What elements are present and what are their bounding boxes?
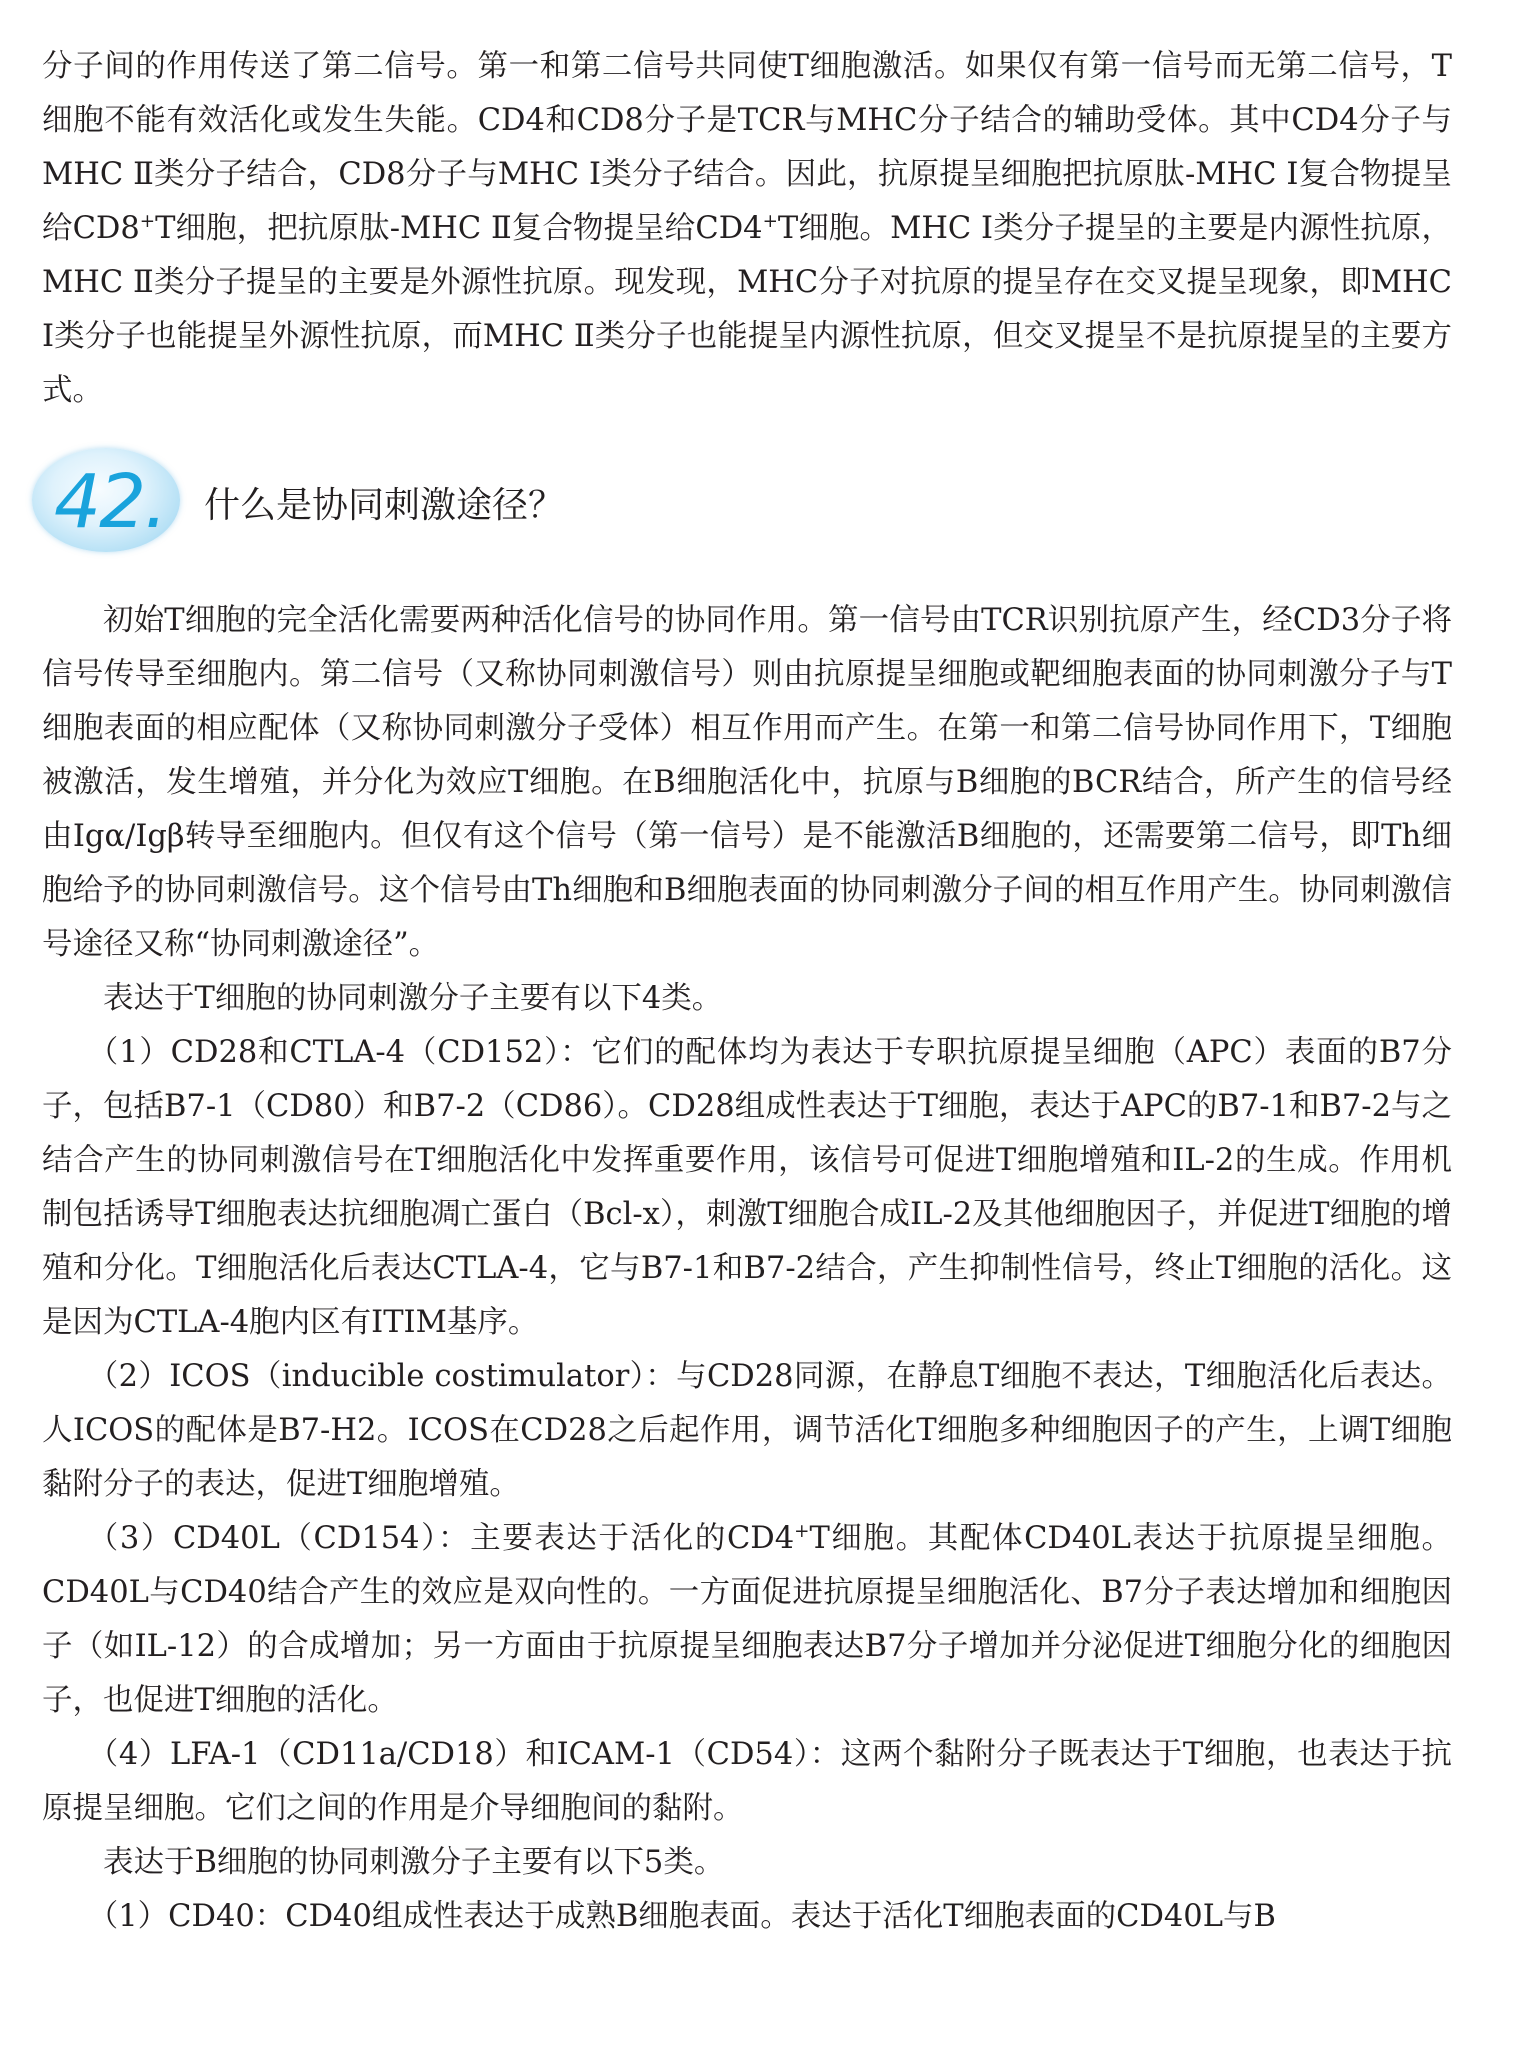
section-number-badge	[32, 448, 180, 552]
intro-paragraph	[42, 40, 1452, 418]
cd40l-text-part2: T细胞。其配体CD40L表达于抗原提呈细胞。CD40L与CD40结合产生的效应是双向性的。一方面促进抗原提呈细胞活化、B7分子表达增加和细胞因子（如IL-12）的合成增加；另一方面由于抗原提呈细胞表达B7分子增加并分泌促进T细胞分化的细胞因子，也促进T细胞的活化。	[42, 1521, 1452, 1718]
intro-text-part2: T细胞，把抗原肽-MHC Ⅱ复合物提呈给CD4	[155, 211, 763, 246]
superscript-plus: +	[762, 210, 778, 232]
paragraph-item-cd40: （1）CD40：CD40组成性表达于成熟B细胞表面。表达于活化T细胞表面的CD40L与B	[87, 1899, 1276, 1934]
section-number: 42.	[54, 459, 166, 545]
paragraph-item-lfa1: （4）LFA-1（CD11a/CD18）和ICAM-1（CD54）：这两个黏附分子既表达于T细胞，也表达于抗原提呈细胞。它们之间的作用是介导细胞间的黏附。	[42, 1737, 1452, 1826]
paragraph-item-cd28: （1）CD28和CTLA-4（CD152）：它们的配体均为表达于专职抗原提呈细胞（APC）表面的B7分子，包括B7-1（CD80）和B7-2（CD86）。CD28组成性表达于T细胞，表达于APC的B7-1和B7-2与之结合产生的协同刺激信号在T细胞活化中发挥重要作用，该信号可促进T细胞增殖和IL-2的生成。作用机制包括诱导T细胞表达抗细胞凋亡蛋白（Bcl-x），刺激T细胞合成IL-2及其他细胞因子，并促进T细胞的增殖和分化。T细胞活化后表达CTLA-4，它与B7-1和B7-2结合，产生抑制性信号，终止T细胞的活化。这是因为CTLA-4胞内区有ITIM基序。	[42, 1035, 1452, 1340]
section-title: 什么是协同刺激途径？	[204, 485, 565, 526]
section-header	[32, 438, 1452, 568]
paragraph-costimulation-overview: 初始T细胞的完全活化需要两种活化信号的协同作用。第一信号由TCR识别抗原产生，经CD3分子将信号传导至细胞内。第二信号（又称协同刺激信号）则由抗原提呈细胞或靶细胞表面的协同刺激分子与T细胞表面的相应配体（又称协同刺激分子受体）相互作用而产生。在第一和第二信号协同作用下，T细胞被激活，发生增殖，并分化为效应T细胞。在B细胞活化中，抗原与B细胞的BCR结合，所产生的信号经由Igα/Igβ转导至细胞内。但仅有这个信号（第一信号）是不能激活B细胞的，还需要第二信号，即Th细胞给予的协同刺激信号。这个信号由Th细胞和B细胞表面的协同刺激分子间的相互作用产生。协同刺激信号途径又称“协同刺激途径”。	[42, 603, 1452, 962]
intro-text-part3: T细胞。MHC Ⅰ类分子提呈的主要是内源性抗原，MHC Ⅱ类分子提呈的主要是外源性抗原。现发现，MHC分子对抗原的提呈存在交叉提呈现象，即MHC Ⅰ类分子也能提呈外源性抗原，而MHC Ⅱ类分子也能提呈内源性抗原，但交叉提呈不是抗原提呈的主要方式。	[42, 211, 1453, 408]
paragraph-item-cd40l	[42, 1512, 1452, 1728]
superscript-plus: +	[139, 210, 156, 232]
cd40l-text-part1: （3）CD40L（CD154）：主要表达于活化的CD4	[87, 1521, 795, 1556]
paragraph-b-cell-molecules-intro: 表达于B细胞的协同刺激分子主要有以下5类。	[103, 1845, 725, 1880]
superscript-plus: +	[794, 1520, 810, 1542]
document-page	[42, 40, 1452, 1944]
intro-text-part1: 分子间的作用传送了第二信号。第一和第二信号共同使T细胞激活。如果仅有第一信号而无第二信号，T细胞不能有效活化或发生失能。CD4和CD8分子是TCR与MHC分子结合的辅助受体。其中CD4分子与MHC Ⅱ类分子结合，CD8分子与MHC Ⅰ类分子结合。因此，抗原提呈细胞把抗原肽-MHC Ⅰ复合物提呈给CD8	[42, 49, 1452, 246]
paragraph-item-icos: （2）ICOS（inducible costimulator）：与CD28同源，在静息T细胞不表达，T细胞活化后表达。人ICOS的配体是B7-H2。ICOS在CD28之后起作用，调节活化T细胞多种细胞因子的产生，上调T细胞黏附分子的表达，促进T细胞增殖。	[42, 1359, 1452, 1502]
paragraph-t-cell-molecules-intro: 表达于T细胞的协同刺激分子主要有以下4类。	[103, 981, 723, 1016]
